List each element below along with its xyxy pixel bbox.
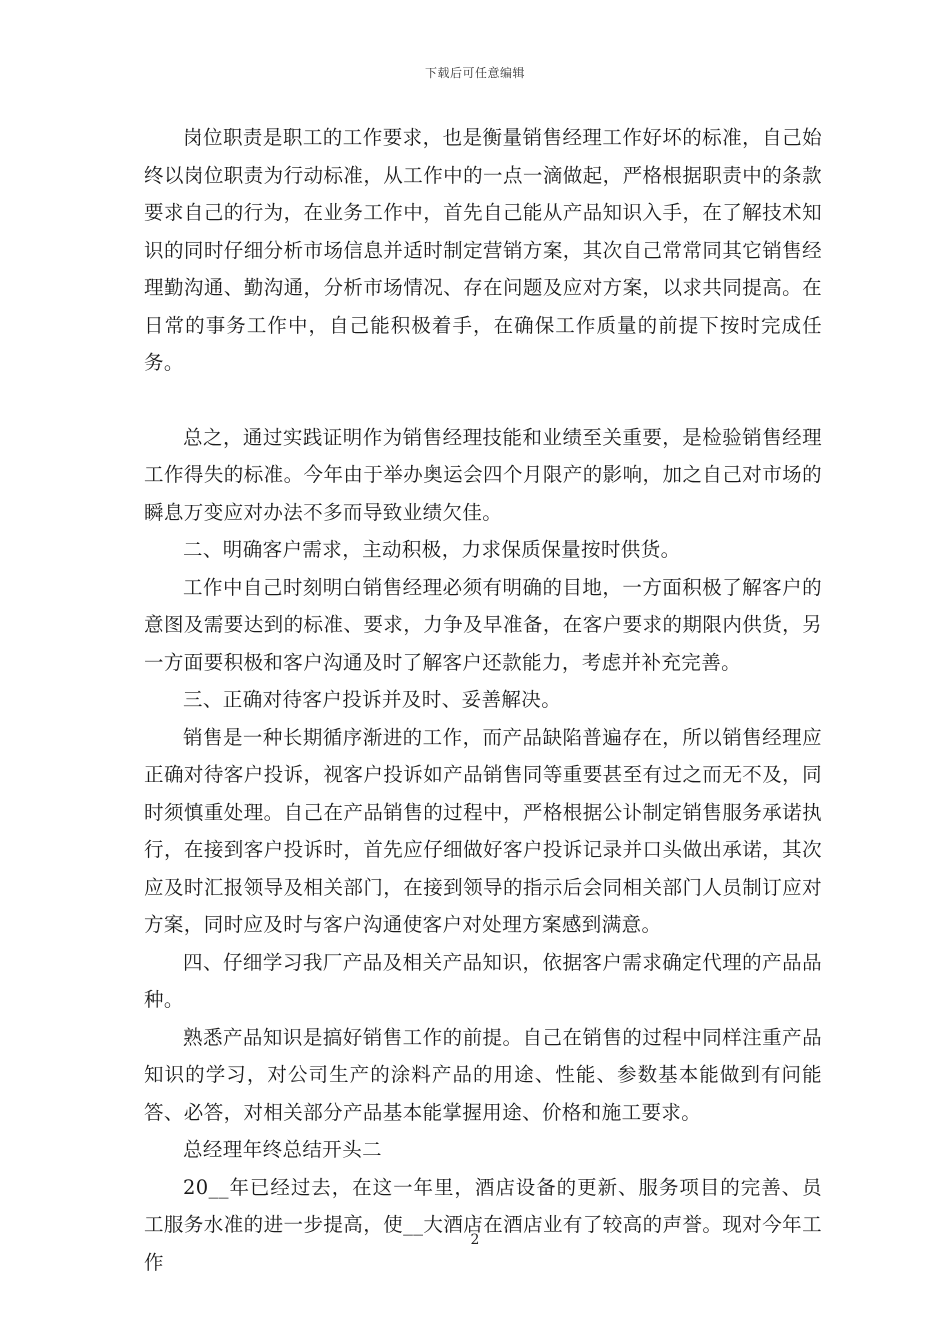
paragraph-summary: 总之，通过实践证明作为销售经理技能和业绩至关重要，是检验销售经理工作得失的标准。今年由于举办奥运会四个月限产的影响，加之自己对市场的瞬息万变应对办法不多而导致业绩欠佳。 xyxy=(144,425,822,524)
header-note: 下载后可任意编辑 xyxy=(424,66,525,80)
paragraph-product-knowledge: 熟悉产品知识是搞好销售工作的前提。自己在销售的过程中同样注重产品知识的学习，对公司生产的涂料产品的用途、性能、参数基本能做到有问能答、必答，对相关部分产品基本能掌握用途、价格和施工要求。 xyxy=(144,1025,822,1124)
paragraph-spacer xyxy=(144,382,822,419)
document-body xyxy=(144,119,822,1281)
page-number: 2 xyxy=(470,1232,480,1248)
section-heading-3: 三、正确对待客户投诉并及时、妥善解决。 xyxy=(183,688,562,711)
subtitle-opening-two: 总经理年终总结开头二 xyxy=(183,1138,383,1161)
paragraph-job-duties: 岗位职责是职工的工作要求，也是衡量销售经理工作好坏的标准，自己始终以岗位职责为行动标准，从工作中的一点一滴做起，严格根据职责中的条款要求自己的行为，在业务工作中，首先自己能从产品知识入手，在了解技术知识的同时仔细分析市场信息并适时制定营销方案，其次自己常常同其它销售经理勤沟通、勤沟通，分析市场情况、存在问题及应对方案，以求共同提高。在日常的事务工作中，自己能积极着手，在确保工作质量的前提下按时完成任务。 xyxy=(144,126,822,374)
section-heading-2: 二、明确客户需求，主动积极，力求保质保量按时供货。 xyxy=(183,538,681,561)
paragraph-complaints: 销售是一种长期循序渐进的工作，而产品缺陷普遍存在，所以销售经理应正确对待客户投诉，视客户投诉如产品销售同等重要甚至有过之而无不及，同时须慎重处理。自己在产品销售的过程中，严格根据公讣制定销售服务承诺执行，在接到客户投诉时，首先应仔细做好客户投诉记录并口头做出承诺，其次应及时汇报领导及相关部门，在接到领导的指示后会同相关部门人员制订应对方案，同时应及时与客户沟通使客户对处理方案感到满意。 xyxy=(144,725,822,936)
paragraph-year-review: 20__年已经过去，在这一年里，酒店设备的更新、服务项目的完善、员工服务水准的进一步提高，使__大酒店在酒店业有了较高的声誉。现对今年工作 xyxy=(144,1175,822,1274)
paragraph-customer-needs: 工作中自己时刻明白销售经理必须有明确的目地，一方面积极了解客户的意图及需要达到的标准、要求，力争及早准备，在客户要求的期限内供货，另一方面要积极和客户沟通及时了解客户还款能力，考虑并补充完善。 xyxy=(144,575,822,674)
section-heading-4: 四、仔细学习我厂产品及相关产品知识，依据客户需求确定代理的产品品种。 xyxy=(144,950,822,1011)
